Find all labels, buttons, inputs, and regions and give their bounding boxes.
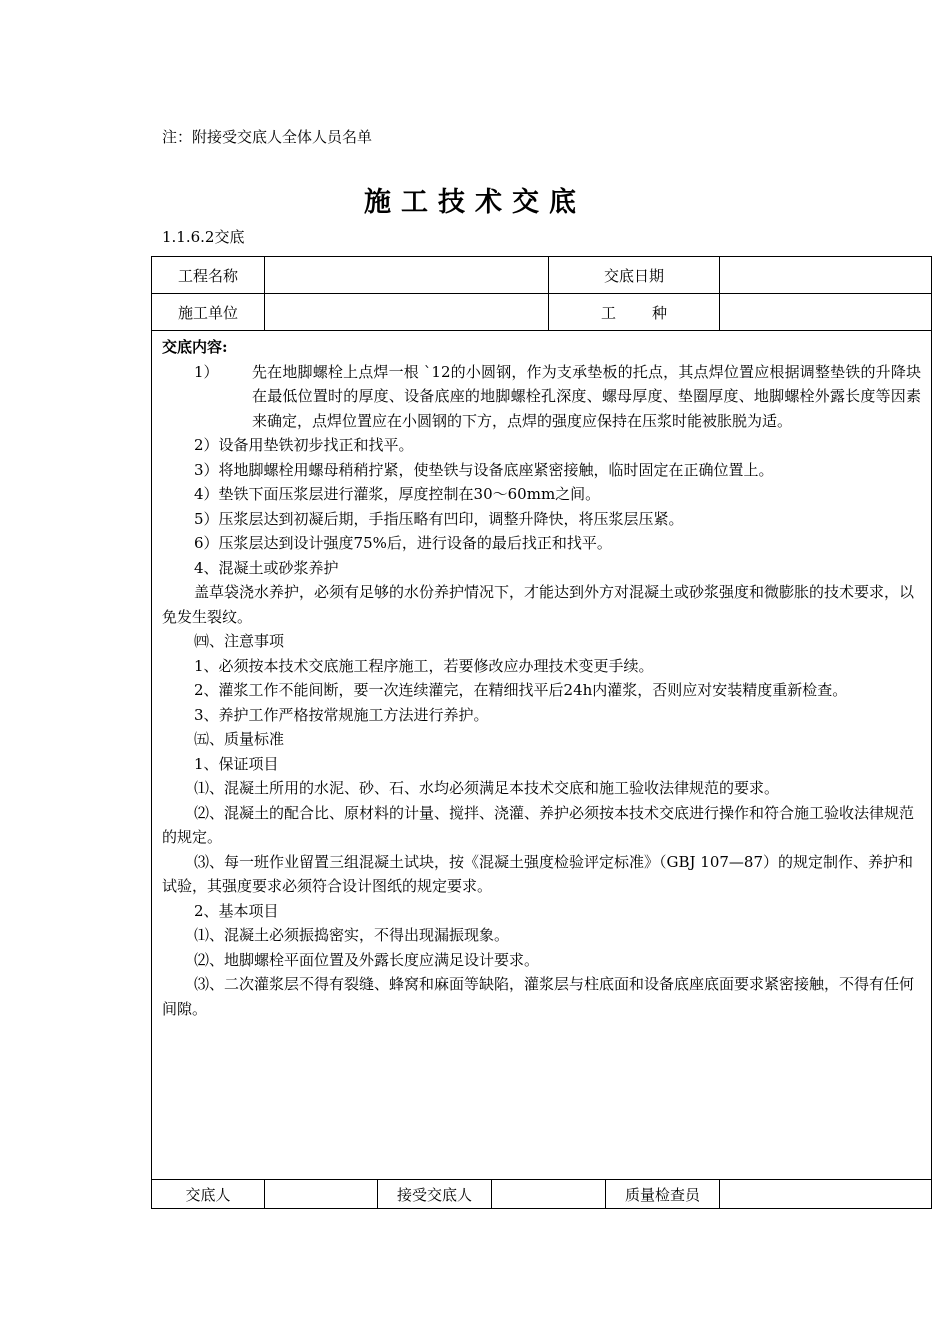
content-line: ⑴、混凝土所用的水泥、砂、石、水均必须满足本技术交底和施工验收法律规范的要求。 [194, 779, 780, 797]
inspector-value[interactable] [720, 1180, 932, 1209]
content-line: ⑵、地脚螺栓平面位置及外露长度应满足设计要求。 [194, 950, 540, 969]
inspector-label: 质量检查员 [606, 1180, 720, 1209]
trade-label [549, 294, 720, 331]
content-line: 1、必须按本技术交底施工程序施工，若要修改应办理技术变更手续。 [194, 656, 654, 675]
unit-label: 施工单位 [152, 294, 265, 331]
header-note: 注：附接受交底人全体人员名单 [162, 128, 373, 146]
content-line: ⑴、混凝土必须振捣密实，不得出现漏振现象。 [194, 926, 510, 944]
project-row [152, 257, 932, 294]
content-cell [152, 331, 932, 1180]
content-line: 盖草袋浇水养护，必须有足够的水份养护情况下，才能达到外方对混凝土或砂浆强度和微膨胀的技术要求，以免发生裂纹。 [162, 583, 915, 626]
content-line: 2）设备用垫铁初步找正和找平。 [194, 436, 414, 454]
section-number: 1.1.6.2交底 [162, 228, 245, 246]
content-line: 3）将地脚螺栓用螺母稍稍拧紧，使垫铁与设备底座紧密接触，临时固定在正确位置上。 [194, 460, 774, 479]
content-heading: 交底内容: [162, 338, 228, 356]
item-1-number: 1） [194, 362, 219, 381]
date-value[interactable] [720, 257, 932, 294]
date-label: 交底日期 [549, 257, 720, 294]
receiver-label: 接受交底人 [378, 1180, 492, 1209]
content-line: 3、养护工作严格按常规施工方法进行养护。 [194, 705, 489, 724]
discloser-label: 交底人 [152, 1180, 265, 1209]
content-line: 1、保证项目 [194, 754, 279, 773]
signature-row [152, 1180, 932, 1209]
content-line: 4、混凝土或砂浆养护 [194, 558, 339, 577]
content-line: 2、基本项目 [194, 901, 279, 920]
content-line: 2、灌浆工作不能间断，要一次连续灌完，在精细找平后24h内灌浆，否则应对安装精度重新检查。 [194, 681, 848, 699]
content-line: ㈤、质量标准 [194, 730, 285, 748]
receiver-value[interactable] [492, 1180, 606, 1209]
content-line: 5）压浆层达到初凝后期，手指压略有凹印，调整升降快，将压浆层压紧。 [194, 509, 684, 528]
unit-row [152, 294, 932, 331]
project-name-value[interactable] [265, 257, 549, 294]
content-body [152, 331, 931, 1021]
content-line: ⑶、每一班作业留置三组混凝土试块，按《混凝土强度检验评定标准》（GBJ 107—87）的规定制作、养护和试验，其强度要求必须符合设计图纸的规定要求。 [162, 852, 914, 895]
unit-value[interactable] [265, 294, 549, 331]
item-1-text: 先在地脚螺栓上点焊一根 `12的小圆钢，作为支承垫板的托点，其点焊位置应根据调整垫铁的升降块在最低位置时的厚度、设备底座的地脚螺栓孔深度、螺母厚度、垫圈厚度、地脚螺栓外露长度等因素来确定，点焊位置应在小圆钢的下方，点焊的强度应保持在压浆时能被胀脱为适。 [252, 362, 922, 430]
trade-value[interactable] [720, 294, 932, 331]
content-line: ⑵、混凝土的配合比、原材料的计量、搅拌、浇灌、养护必须按本技术交底进行操作和符合施工验收法律规范的规定。 [162, 803, 915, 846]
discloser-value[interactable] [265, 1180, 378, 1209]
disclosure-table [151, 256, 932, 1209]
trade-label-b: 种 [652, 303, 668, 322]
content-line: 4）垫铁下面压浆层进行灌浆，厚度控制在30～60mm之间。 [194, 485, 601, 503]
content-line: 6）压浆层达到设计强度75%后，进行设备的最后找正和找平。 [194, 534, 612, 552]
content-line: ⑶、二次灌浆层不得有裂缝、蜂窝和麻面等缺陷，灌浆层与柱底面和设备底座底面要求紧密接触，不得有任何间隙。 [162, 975, 915, 1018]
document-title: 施工技术交底 [364, 187, 586, 218]
content-line: ㈣、注意事项 [194, 632, 285, 650]
trade-label-a: 工 [601, 303, 617, 322]
item-1 [162, 360, 921, 434]
content-row [152, 331, 932, 1180]
project-name-label: 工程名称 [152, 257, 265, 294]
